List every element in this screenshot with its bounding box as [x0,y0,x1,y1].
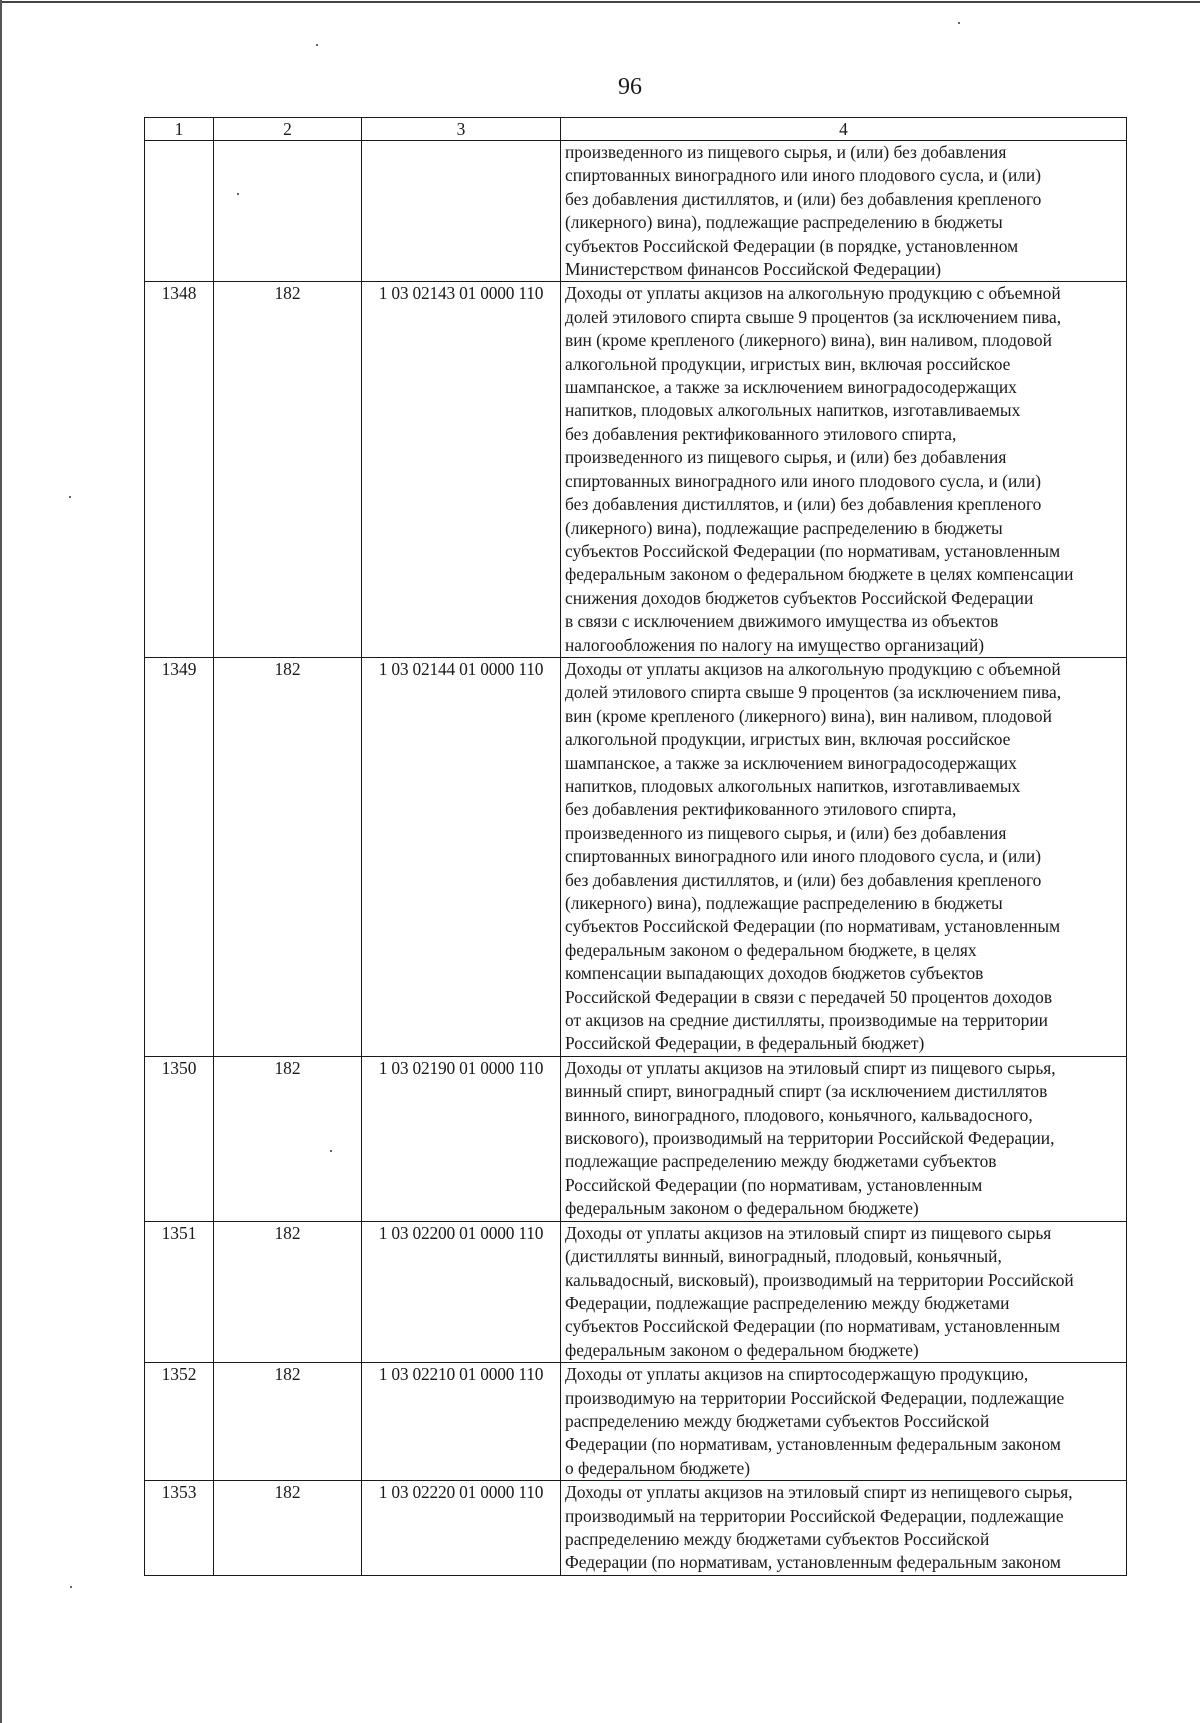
description-line: без добавления дистиллятов, и (или) без добавления крепленого [565,188,1042,209]
description-line: Доходы от уплаты акцизов на этиловый спирт из пищевого сырья [565,1222,1052,1243]
description-line: винный спирт, виноградный спирт (за исключением дистиллятов [565,1081,1048,1102]
budget-code-cell: 1 03 02220 01 0000 110 [362,1481,561,1576]
description-line: (ликерного) вина), подлежащие распределению в бюджеты [565,893,1003,913]
description-cell [561,1221,1127,1362]
budget-code-cell: 1 03 02143 01 0000 110 [362,282,561,658]
admin-code-cell: 182 [214,1481,362,1576]
description-line: производимый на территории Российской Федерации, подлежащие [565,1505,1064,1526]
description-line: субъектов Российской Федерации (в порядке, установленном [565,235,1019,256]
scan-speck [958,22,960,24]
description-line: Федерации (по нормативам, установленным федеральным законом [565,1434,1061,1455]
description-line: произведенного из пищевого сырья, и (или) без добавления [565,822,1007,843]
description-line: без добавления ректификованного этилового спирта, [565,423,957,444]
description-line: в связи с исключением движимого имущества из объектов [565,611,999,632]
budget-income-table [144,117,1127,1576]
description-line: алкогольной продукции, игристых вин, включая российское [565,353,1011,374]
table-row [145,282,1127,658]
scan-edge-left [0,0,2,1723]
budget-code-cell: 1 03 02144 01 0000 110 [362,657,561,1056]
description-line: кальвадосный, висковый), производимый на территории Российской [565,1269,1074,1290]
description-line: налогообложения по налогу на имущество организаций) [565,634,985,655]
scan-speck [69,496,71,498]
table-row [145,1481,1127,1576]
admin-code-cell: 182 [214,282,362,658]
description-line: вин (кроме крепленого (ликерного) вина), вин наливом, плодовой [565,330,1052,351]
description-line: винного, виноградного, плодового, коньячного, кальвадосного, [565,1104,1033,1125]
description-line: от акцизов на средние дистилляты, производимые на территории [565,1010,1048,1031]
description-line: распределению между бюджетами субъектов Российской [565,1410,990,1431]
description-line: долей этилового спирта свыше 9 процентов (за исключением пива, [565,682,1062,703]
description-line: производимую на территории Российской Федерации, подлежащие [565,1387,1065,1408]
budget-code-cell: 1 03 02200 01 0000 110 [362,1221,561,1362]
row-number-cell [145,141,214,282]
admin-code-cell: 182 [214,657,362,1056]
row-number-cell: 1348 [145,282,214,658]
description-cell [561,1363,1127,1481]
description-line: Федерации (по нормативам, установленным федеральным законом [565,1552,1061,1573]
description-line: напитков, плодовых алкогольных напитков, изготавливаемых [565,400,1021,421]
admin-code-cell: 182 [214,1056,362,1221]
description-cell [561,282,1127,658]
table-row [145,1056,1127,1221]
description-line: снижения доходов бюджетов субъектов Российской Федерации [565,587,1034,608]
description-cell [561,1056,1127,1221]
description-line: (ликерного) вина), подлежащие распределению в бюджеты [565,517,1003,538]
description-line: подлежащие распределению между бюджетами субъектов [565,1151,997,1172]
description-line: вискового), производимый на территории Российской Федерации, [565,1128,1055,1149]
table-row-continuation [145,141,1127,282]
description-line: Российской Федерации, в федеральный бюджет) [565,1033,925,1054]
column-header: 3 [362,118,561,141]
column-header: 1 [145,118,214,141]
scan-speck [70,1586,72,1588]
row-number-cell: 1351 [145,1221,214,1362]
description-line: без добавления ректификованного этилового спирта, [565,799,957,820]
description-line: шампанское, а также за исключением виноградосодержащих [565,377,1017,398]
description-line: Российской Федерации в связи с передачей 50 процентов доходов [565,986,1053,1007]
table-row [145,1363,1127,1481]
description-line: федеральным законом о федеральном бюджете) [565,1198,919,1219]
budget-code-cell: 1 03 02210 01 0000 110 [362,1363,561,1481]
description-line: субъектов Российской Федерации (по нормативам, установленным [565,916,1061,937]
row-number-cell: 1349 [145,657,214,1056]
budget-code-cell [362,141,561,282]
description-line: вин (кроме крепленого (ликерного) вина), вин наливом, плодовой [565,705,1052,726]
description-line: федеральным законом о федеральном бюджете в целях компенсации [565,564,1074,585]
description-line: алкогольной продукции, игристых вин, включая российское [565,729,1011,750]
description-line: о федеральном бюджете) [565,1457,750,1478]
page-number: 96 [618,74,642,100]
description-line: Доходы от уплаты акцизов на спиртосодержащую продукцию, [565,1364,1029,1385]
description-line: спиртованных виноградного или иного плодового сусла, и (или) [565,470,1042,491]
description-line: произведенного из пищевого сырья, и (или) без добавления [565,142,1007,162]
column-header: 4 [561,118,1127,141]
description-line: Доходы от уплаты акцизов на алкогольную продукцию с объемной [565,283,1061,304]
description-line: Доходы от уплаты акцизов на алкогольную продукцию с объемной [565,658,1061,679]
table-body [145,141,1127,1576]
description-line: субъектов Российской Федерации (по нормативам, установленным [565,1316,1061,1337]
description-line: произведенного из пищевого сырья, и (или) без добавления [565,447,1007,468]
description-line: Доходы от уплаты акцизов на этиловый спирт из непищевого сырья, [565,1482,1073,1503]
budget-code-cell: 1 03 02190 01 0000 110 [362,1056,561,1221]
table-header-row [145,118,1127,141]
description-line: напитков, плодовых алкогольных напитков, изготавливаемых [565,775,1021,796]
description-line: Федерации, подлежащие распределению между бюджетами [565,1292,1010,1313]
table-row [145,1221,1127,1362]
description-line: Доходы от уплаты акцизов на этиловый спирт из пищевого сырья, [565,1057,1056,1078]
description-line: (ликерного) вина), подлежащие распределению в бюджеты [565,212,1003,233]
description-line: федеральным законом о федеральном бюджете) [565,1339,919,1360]
description-line: федеральным законом о федеральном бюджете, в целях [565,939,977,960]
description-line: (дистилляты винный, виноградный, плодовый, коньячный, [565,1246,1002,1267]
description-line: спиртованных виноградного или иного плодового сусла, и (или) [565,165,1042,186]
row-number-cell: 1353 [145,1481,214,1576]
description-line: долей этилового спирта свыше 9 процентов (за исключением пива, [565,306,1062,327]
description-line: без добавления дистиллятов, и (или) без добавления крепленого [565,494,1042,515]
column-header: 2 [214,118,362,141]
description-cell [561,141,1127,282]
row-number-cell: 1352 [145,1363,214,1481]
description-line: Министерством финансов Российской Федерации) [565,259,942,280]
description-line: спиртованных виноградного или иного плодового сусла, и (или) [565,846,1042,867]
description-cell [561,1481,1127,1576]
admin-code-cell: 182 [214,1363,362,1481]
scan-speck [316,44,318,46]
description-line: субъектов Российской Федерации (по нормативам, установленным [565,540,1061,561]
description-line: компенсации выпадающих доходов бюджетов субъектов [565,963,984,984]
description-line: шампанское, а также за исключением виноградосодержащих [565,752,1017,773]
admin-code-cell: 182 [214,1221,362,1362]
description-line: Российской Федерации (по нормативам, установленным [565,1174,983,1195]
row-number-cell: 1350 [145,1056,214,1221]
admin-code-cell [214,141,362,282]
description-line: без добавления дистиллятов, и (или) без добавления крепленого [565,869,1042,890]
description-line: распределению между бюджетами субъектов Российской [565,1528,990,1549]
scan-edge-top [0,1,1200,3]
table-row [145,657,1127,1056]
description-cell [561,657,1127,1056]
